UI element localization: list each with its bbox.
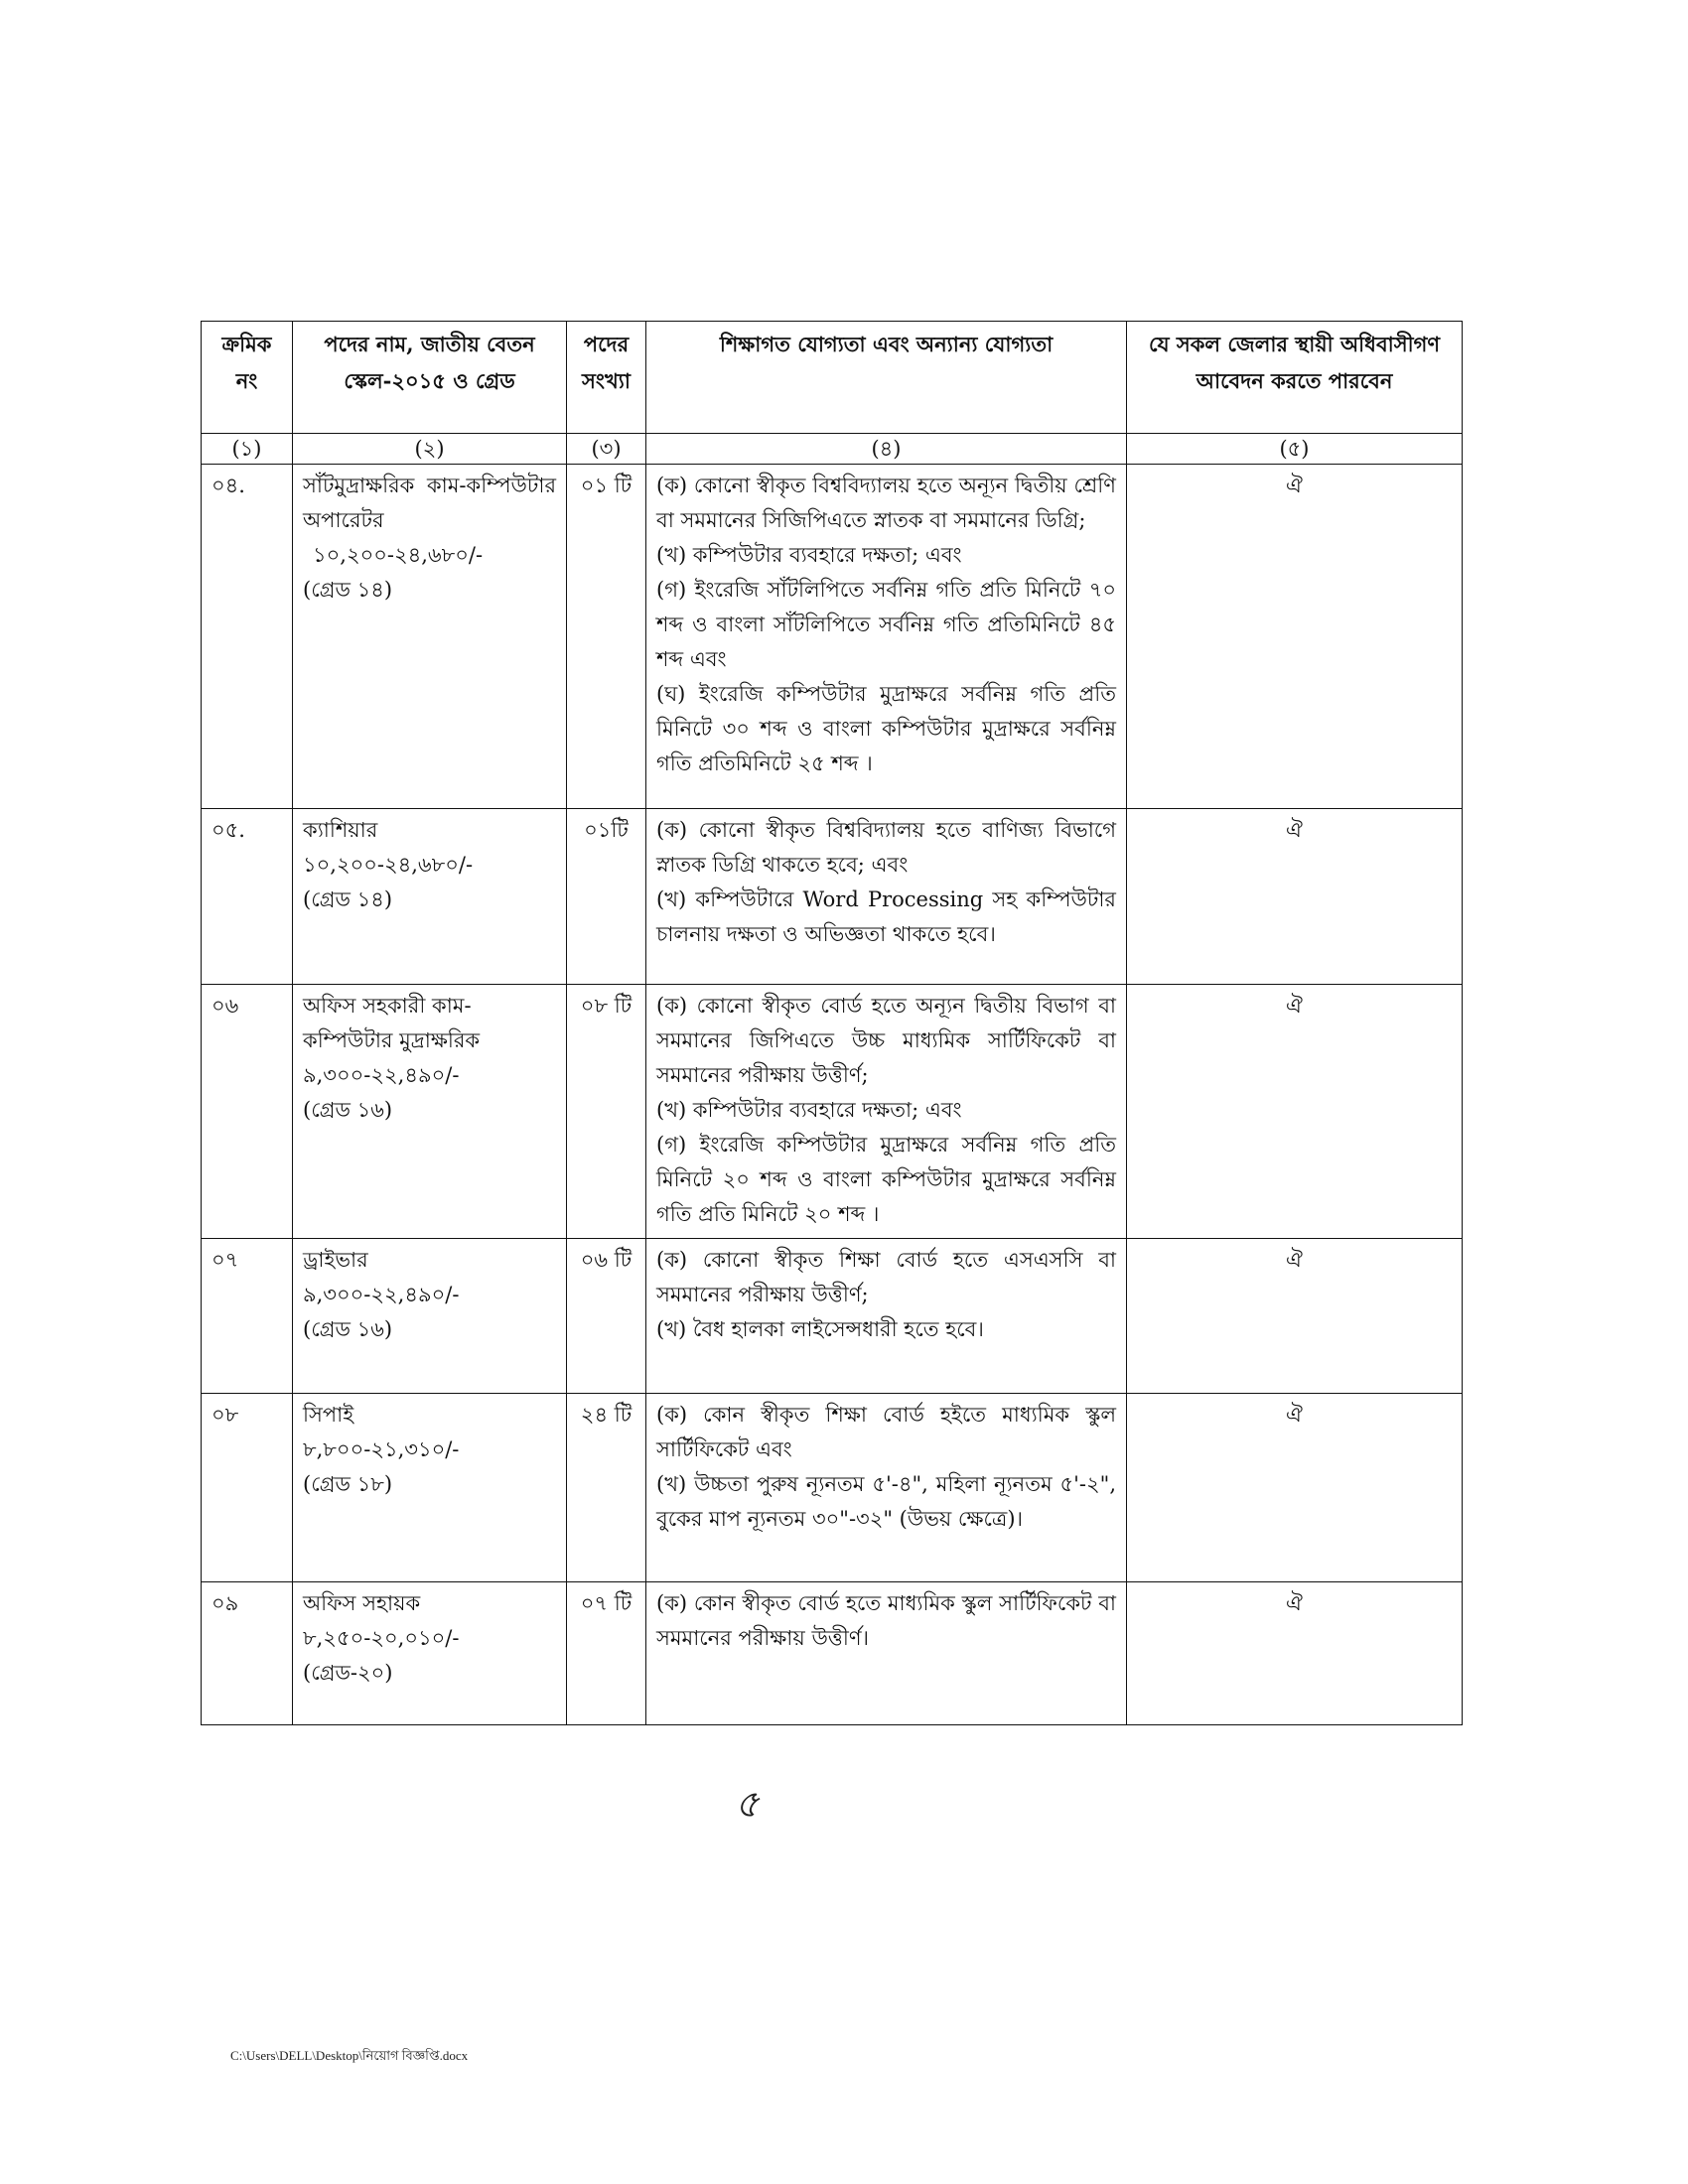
qualification-cell	[646, 465, 1127, 809]
grade: (গ্রেড-২০)	[303, 1661, 393, 1685]
qualification-item: (ক) কোন স্বীকৃত শিক্ষা বোর্ড হইতে মাধ্যমিক স্কুল সার্টিফিকেট এবং	[656, 1403, 1116, 1461]
qualification-item: (খ) কম্পিউটার ব্যবহারে দক্ষতা; এবং	[656, 543, 962, 567]
table-row	[202, 985, 1463, 1239]
post-count: ০১ টি	[567, 465, 646, 809]
header-qualification: শিক্ষাগত যোগ্যতা এবং অন্যান্য যোগ্যতা	[646, 322, 1127, 434]
qualification-item: (গ) ইংরেজি কম্পিউটার মুদ্রাক্ষরে সর্বনিম্ন গতি প্রতি মিনিটে ২০ শব্দ ও বাংলা কম্পিউটার মুদ্রাক্ষরে সর্বনিম্ন গতি প্রতি মিনিটে ২০ শব্দ ।	[656, 1133, 1116, 1226]
qualification-item: (ক) কোন স্বীকৃত বোর্ড হতে মাধ্যমিক স্কুল সার্টিফিকেট বা সমমানের পরীক্ষায় উত্তীর্ণ।	[656, 1591, 1116, 1650]
table-row	[202, 465, 1463, 809]
post-name: অফিস সহায়ক	[303, 1591, 421, 1615]
post-count: ০৮ টি	[567, 985, 646, 1239]
table-row	[202, 1239, 1463, 1394]
district-eligibility: ঐ	[1127, 1239, 1463, 1394]
post-count: ০৭ টি	[567, 1582, 646, 1725]
table-header-row	[202, 322, 1463, 434]
post-name: অফিস সহকারী কাম-কম্পিউটার মুদ্রাক্ষরিক	[303, 994, 481, 1052]
header-districts: যে সকল জেলার স্থায়ী অধিবাসীগণ আবেদন করতে পারবেন	[1127, 322, 1463, 434]
job-table	[201, 321, 1463, 1725]
post-name: ড্রাইভার	[303, 1248, 368, 1272]
pay-scale: ৮,২৫০-২০,০১০/-	[303, 1626, 460, 1650]
post-name-cell	[293, 1239, 567, 1394]
table-row	[202, 1394, 1463, 1582]
post-count: ২৪ টি	[567, 1394, 646, 1582]
qualification-cell	[646, 809, 1127, 985]
pay-scale: ৯,৩০০-২২,৪৯০/-	[303, 1283, 460, 1306]
post-name-cell	[293, 1582, 567, 1725]
qualification-item: (খ) উচ্চতা পুরুষ ন্যূনতম ৫'-৪", মহিলা ন্যূনতম ৫'-২", বুকের মাপ ন্যূনতম ৩০"-৩২" (উভয় ক্ষেত্রে)।	[656, 1472, 1116, 1531]
qualification-item: (ক) কোনো স্বীকৃত বিশ্ববিদ্যালয় হতে অন্যূন দ্বিতীয় শ্রেণি বা সমমানের সিজিপিএতে স্নাতক বা সমমানের ডিগ্রি;	[656, 474, 1116, 532]
post-name: ক্যাশিয়ার	[303, 818, 378, 842]
district-eligibility: ঐ	[1127, 809, 1463, 985]
post-name: সিপাই	[303, 1403, 354, 1427]
column-number-row	[202, 434, 1463, 465]
file-path-footer: C:\Users\DELL\Desktop\নিয়োগ বিজ্ঞপ্তি.docx	[230, 2048, 469, 2063]
column-number: (১)	[202, 434, 293, 465]
serial-number: ০৯	[202, 1582, 293, 1725]
qualification-item: (ঘ) ইংরেজি কম্পিউটার মুদ্রাক্ষরে সর্বনিম্ন গতি প্রতি মিনিটে ৩০ শব্দ ও বাংলা কম্পিউটার মুদ্রাক্ষরে সর্বনিম্ন গতি প্রতিমিনিটে ২৫ শব্দ ।	[656, 682, 1116, 775]
grade: (গ্রেড ১৪)	[303, 887, 393, 911]
qualification-item: (খ) বৈধ হালকা লাইসেন্সধারী হতে হবে।	[656, 1317, 984, 1341]
column-number: (৪)	[646, 434, 1127, 465]
district-eligibility: ঐ	[1127, 465, 1463, 809]
qualification-cell	[646, 1239, 1127, 1394]
serial-number: ০৮	[202, 1394, 293, 1582]
serial-number: ০৭	[202, 1239, 293, 1394]
qualification-cell	[646, 985, 1127, 1239]
post-name-cell	[293, 809, 567, 985]
post-name: সাঁটমুদ্রাক্ষরিক কাম-কম্পিউটার অপারেটর	[303, 474, 556, 532]
header-serial: ক্রমিক নং	[202, 322, 293, 434]
grade: (গ্রেড ১৬)	[303, 1098, 393, 1122]
header-post-name: পদের নাম, জাতীয় বেতন স্কেল-২০১৫ ও গ্রেড	[293, 322, 567, 434]
header-post-count: পদের সংখ্যা	[567, 322, 646, 434]
post-name-cell	[293, 1394, 567, 1582]
qualification-item: (খ) কম্পিউটার ব্যবহারে দক্ষতা; এবং	[656, 1098, 962, 1122]
serial-number: ০৪.	[202, 465, 293, 809]
pay-scale: ৯,৩০০-২২,৪৯০/-	[303, 1063, 460, 1087]
district-eligibility: ঐ	[1127, 1394, 1463, 1582]
qualification-cell	[646, 1394, 1127, 1582]
pay-scale: ১০,২০০-২৪,৬৮০/-	[303, 853, 474, 877]
grade: (গ্রেড ১৪)	[303, 578, 393, 602]
post-count: ০১টি	[567, 809, 646, 985]
qualification-cell	[646, 1582, 1127, 1725]
serial-number: ০৬	[202, 985, 293, 1239]
district-eligibility: ঐ	[1127, 1582, 1463, 1725]
post-name-cell	[293, 465, 567, 809]
qualification-item: (ক) কোনো স্বীকৃত বিশ্ববিদ্যালয় হতে বাণিজ্য বিভাগে স্নাতক ডিগ্রি থাকতে হবে; এবং	[656, 818, 1116, 877]
column-number: (২)	[293, 434, 567, 465]
qualification-item: (গ) ইংরেজি সাঁটলিপিতে সর্বনিম্ন গতি প্রতি মিনিটে ৭০ শব্দ ও বাংলা সাঁটলিপিতে সর্বনিম্ন গতি প্রতিমিনিটে ৪৫ শব্দ এবং	[656, 578, 1116, 671]
grade: (গ্রেড ১৮)	[303, 1472, 393, 1496]
qualification-item: (খ) কম্পিউটারে Word Processing সহ কম্পিউটার চালনায় দক্ষতা ও অভিজ্ঞতা থাকতে হবে।	[656, 887, 1116, 946]
qualification-item: (ক) কোনো স্বীকৃত বোর্ড হতে অন্যূন দ্বিতীয় বিভাগ বা সমমানের জিপিএতে উচ্চ মাধ্যমিক সার্টিফিকেট বা সমমানের পরীক্ষায় উত্তীর্ণ;	[656, 994, 1116, 1087]
qualification-item: (ক) কোনো স্বীকৃত শিক্ষা বোর্ড হতে এসএসসি বা সমমানের পরীক্ষায় উত্তীর্ণ;	[656, 1248, 1116, 1306]
post-count: ০৬ টি	[567, 1239, 646, 1394]
column-number: (৫)	[1127, 434, 1463, 465]
grade: (গ্রেড ১৬)	[303, 1317, 393, 1341]
table-row	[202, 1582, 1463, 1725]
table-row	[202, 809, 1463, 985]
pay-scale: ৮,৮০০-২১,৩১০/-	[303, 1437, 460, 1461]
post-name-cell	[293, 985, 567, 1239]
district-eligibility: ঐ	[1127, 985, 1463, 1239]
serial-number: ০৫.	[202, 809, 293, 985]
column-number: (৩)	[567, 434, 646, 465]
page-number: ৫	[735, 1782, 760, 1826]
pay-scale: ১০,২০০-২৪,৬৮০/-	[313, 543, 484, 567]
